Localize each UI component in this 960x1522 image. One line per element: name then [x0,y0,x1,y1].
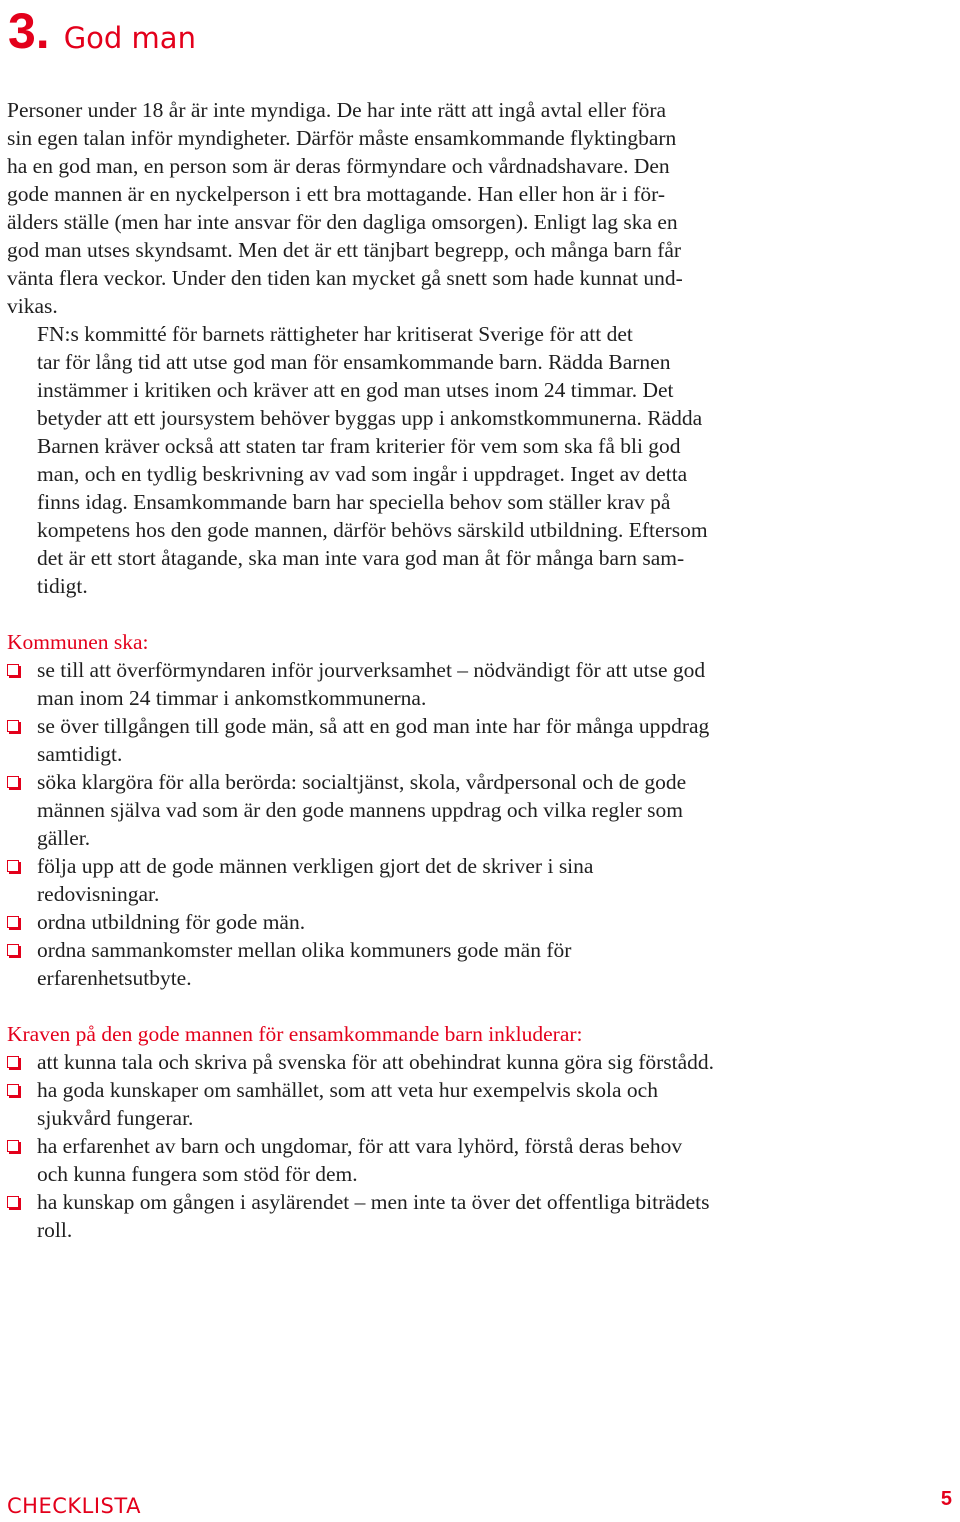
text-line: betyder att ett joursystem behöver byggas upp i ankomstkommunerna. Rädda [37,406,703,430]
text-line: vänta flera veckor. Under den tiden kan mycket gå snett som hade kunnat und- [7,266,683,290]
checkbox-icon [7,1084,19,1096]
text-line: sjukvård fungerar. [37,1106,194,1130]
text-line: söka klargöra för alla berörda: socialtjänst, skola, vårdpersonal och de gode [37,770,687,794]
text-line: roll. [37,1218,73,1242]
kraven-checklist [7,1048,757,1244]
text-line: det är ett stort åtagande, ska man inte vara god man åt för många barn sam- [37,546,685,570]
text-line: ha kunskap om gången i asylärendet – men inte ta över det offentliga biträdets [37,1190,710,1214]
checkbox-icon [7,1140,19,1152]
text-line: samtidigt. [37,742,123,766]
checkbox-icon [7,664,19,676]
checklist-item [7,1048,757,1076]
text-line: se till att överförmyndaren inför jourverksamhet – nödvändigt för att utse god [37,658,706,682]
checkbox-icon [7,916,19,928]
page-number: 5 [940,1488,952,1510]
text-line: tidigt. [37,574,88,598]
chapter-title: God man [63,21,196,55]
checklist-item [7,1132,757,1188]
text-line: man inom 24 timmar i ankomstkommunerna. [37,686,427,710]
text-line: följa upp att de gode männen verkligen gjort det de skriver i sina [37,854,594,878]
text-line: ordna sammankomster mellan olika kommuners gode män för [37,938,572,962]
text-line: Barnen kräver också att staten tar fram kriterier för vem som ska få bli god [37,434,681,458]
text-line: Personer under 18 år är inte myndiga. De har inte rätt att ingå avtal eller föra [7,98,667,122]
checkbox-icon [7,1056,19,1068]
text-line: instämmer i kritiken och kräver att en god man utses inom 24 timmar. Det [37,378,674,402]
text-line: och kunna fungera som stöd för dem. [37,1162,358,1186]
checklist-item [7,712,757,768]
text-line: gäller. [37,826,91,850]
text-line: redovisningar. [37,882,160,906]
text-line: ha erfarenhet av barn och ungdomar, för att vara lyhörd, förstå deras behov [37,1134,683,1158]
checkbox-icon [7,776,19,788]
footer-label: CHECKLISTA [7,1494,141,1518]
checkbox-icon [7,720,19,732]
text-line: ha goda kunskaper om samhället, som att veta hur exempelvis skola och [37,1078,658,1102]
kommunen-checklist [7,656,757,992]
checklist-item [7,1076,757,1132]
text-line: tar för lång tid att utse god man för ensamkommande barn. Rädda Barnen [37,350,671,374]
text-line: ha en god man, en person som är deras förmyndare och vårdnadshavare. Den [7,154,670,178]
text-line: man, och en tydlig beskrivning av vad som ingår i uppdraget. Inget av detta [37,462,688,486]
kraven-heading: Kraven på den gode mannen för ensamkommande barn inkluderar: [7,1022,583,1046]
checklist-item [7,908,757,936]
checkbox-icon [7,860,19,872]
chapter-heading [8,3,196,59]
checklist-item [7,1188,757,1244]
text-line: att kunna tala och skriva på svenska för att obehindrat kunna göra sig förstådd. [37,1050,715,1074]
text-line: vikas. [7,294,58,318]
chapter-number: 3. [8,3,50,59]
checkbox-icon [7,1196,19,1208]
intro-paragraph [7,96,757,320]
text-line: gode mannen är en nyckelperson i ett bra mottagande. Han eller hon är i för- [7,182,666,206]
text-line: männen själva vad som är den gode mannens uppdrag och vilka regler som [37,798,684,822]
text-line: erfarenhetsutbyte. [37,966,192,990]
text-line: finns idag. Ensamkommande barn har speciella behov som ställer krav på [37,490,671,514]
text-line: ordna utbildning för gode män. [37,910,306,934]
checklist-item [7,656,757,712]
checklist-item [7,852,757,908]
text-line: FN:s kommitté för barnets rättigheter har kritiserat Sverige för att det [37,322,633,346]
document-body [7,96,757,1244]
text-line: god man utses skyndsamt. Men det är ett tänjbart begrepp, och många barn får [7,238,682,262]
checklist-item [7,936,757,992]
checkbox-icon [7,944,19,956]
text-line: se över tillgången till gode män, så att en god man inte har för många uppdrag [37,714,710,738]
text-line: älders ställe (men har inte ansvar för den dagliga omsorgen). Enligt lag ska en [7,210,678,234]
checklist-item [7,768,757,852]
text-line: kompetens hos den gode mannen, därför behövs särskild utbildning. Eftersom [37,518,708,542]
critique-paragraph [7,320,757,600]
text-line: sin egen talan inför myndigheter. Därför måste ensamkommande flyktingbarn [7,126,677,150]
kommunen-heading: Kommunen ska: [7,630,149,654]
